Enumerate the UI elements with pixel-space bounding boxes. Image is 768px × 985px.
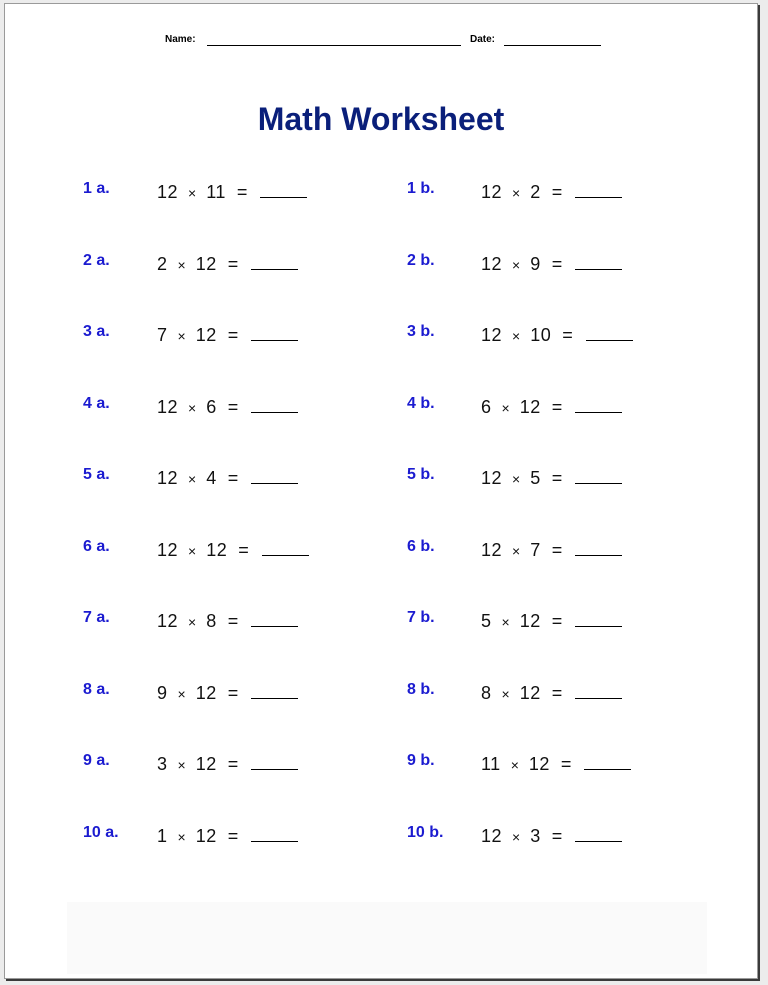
answer-blank[interactable]: [586, 324, 633, 341]
left-operand: 12: [481, 468, 503, 488]
left-operand: 6: [481, 396, 492, 417]
left-operand: 3: [157, 754, 168, 774]
left-operand: 5: [481, 611, 492, 631]
problem-expression: [481, 753, 631, 775]
answer-blank[interactable]: [251, 753, 298, 770]
equals-sign: =: [227, 611, 239, 631]
right-operand: 4: [206, 468, 217, 488]
answer-blank[interactable]: [251, 253, 298, 270]
equals-sign: =: [227, 253, 239, 274]
answer-blank[interactable]: [262, 539, 309, 556]
answer-blank[interactable]: [575, 181, 622, 198]
equals-sign: =: [551, 825, 563, 846]
right-operand: 5: [530, 468, 541, 488]
times-sign: ×: [512, 828, 521, 845]
problem-label: 4 a.: [83, 394, 110, 412]
left-operand: 8: [481, 682, 492, 703]
equals-sign: =: [551, 182, 563, 202]
equals-sign: =: [227, 325, 239, 345]
left-operand: 12: [157, 468, 179, 488]
times-sign: ×: [512, 471, 521, 487]
left-operand: 7: [157, 325, 168, 345]
problem-label: 8 b.: [407, 680, 435, 698]
equals-sign: =: [227, 468, 239, 488]
right-operand: 12: [195, 682, 217, 703]
problem-label: 7 b.: [407, 609, 435, 626]
problem-label: 6 b.: [407, 537, 435, 555]
problem-expression: [157, 682, 298, 704]
left-operand: 12: [481, 325, 503, 345]
problem-expression: [157, 610, 298, 632]
answer-blank[interactable]: [575, 610, 622, 627]
answer-blank[interactable]: [575, 539, 622, 556]
right-operand: 12: [528, 754, 550, 774]
times-sign: ×: [188, 185, 197, 201]
right-operand: 12: [195, 253, 217, 274]
problem-expression: [157, 753, 298, 775]
answer-blank[interactable]: [575, 467, 622, 484]
problem-label: 9 a.: [83, 752, 110, 769]
answer-blank[interactable]: [575, 253, 622, 270]
left-operand: 12: [481, 182, 503, 202]
right-operand: 9: [530, 253, 541, 274]
right-operand: 11: [206, 182, 226, 202]
times-sign: ×: [177, 256, 186, 273]
times-sign: ×: [188, 399, 197, 416]
times-sign: ×: [501, 399, 510, 416]
left-operand: 12: [481, 539, 503, 560]
problem-label: 10 a.: [83, 823, 119, 841]
times-sign: ×: [510, 757, 519, 773]
problem-label: 5 a.: [83, 466, 110, 483]
answer-blank[interactable]: [251, 610, 298, 627]
right-operand: 7: [530, 539, 541, 560]
right-operand: 12: [195, 325, 217, 345]
answer-blank[interactable]: [251, 324, 298, 341]
problem-expression: [481, 324, 633, 346]
problem-label: 2 a.: [83, 251, 110, 269]
equals-sign: =: [551, 396, 563, 417]
left-operand: 12: [157, 396, 179, 417]
right-operand: 6: [206, 396, 217, 417]
right-operand: 3: [530, 825, 541, 846]
equals-sign: =: [551, 611, 563, 631]
times-sign: ×: [188, 542, 197, 559]
problem-label: 1 a.: [83, 180, 110, 197]
equals-sign: =: [227, 825, 239, 846]
answer-blank[interactable]: [575, 682, 622, 699]
footer-area: [67, 902, 707, 974]
equals-sign: =: [238, 539, 249, 560]
problem-expression: [157, 396, 298, 418]
date-label: Date:: [470, 34, 496, 45]
equals-sign: =: [227, 396, 239, 417]
answer-blank[interactable]: [260, 181, 307, 198]
left-operand: 1: [157, 825, 168, 846]
answer-blank[interactable]: [251, 682, 298, 699]
left-operand: 12: [481, 825, 503, 846]
right-operand: 12: [519, 611, 541, 631]
left-operand: 11: [481, 754, 501, 774]
times-sign: ×: [188, 471, 197, 487]
times-sign: ×: [188, 614, 197, 630]
problem-expression: [157, 467, 298, 489]
left-operand: 9: [157, 682, 168, 703]
problem-expression: [481, 467, 622, 489]
times-sign: ×: [512, 328, 521, 344]
problem-label: 3 a.: [83, 323, 110, 340]
answer-blank[interactable]: [584, 753, 631, 770]
times-sign: ×: [512, 542, 521, 559]
equals-sign: =: [560, 754, 572, 774]
right-operand: 12: [195, 754, 217, 774]
problem-label: 10 b.: [407, 823, 444, 841]
right-operand: 2: [530, 182, 541, 202]
equals-sign: =: [227, 754, 239, 774]
answer-blank[interactable]: [575, 396, 622, 413]
right-operand: 8: [206, 611, 217, 631]
problem-label: 9 b.: [407, 752, 435, 769]
times-sign: ×: [177, 828, 186, 845]
times-sign: ×: [177, 328, 186, 344]
problem-label: 6 a.: [83, 537, 110, 555]
left-operand: 2: [157, 253, 168, 274]
equals-sign: =: [227, 682, 239, 703]
left-operand: 12: [481, 253, 503, 274]
times-sign: ×: [177, 757, 186, 773]
problem-expression: [157, 181, 307, 203]
times-sign: ×: [501, 685, 510, 702]
equals-sign: =: [551, 682, 563, 703]
right-operand: 12: [519, 682, 541, 703]
problem-expression: [481, 682, 622, 704]
problem-label: 7 a.: [83, 609, 110, 626]
right-operand: 12: [206, 539, 228, 560]
times-sign: ×: [512, 185, 521, 201]
problem-label: 1 b.: [407, 180, 435, 197]
right-operand: 12: [519, 396, 541, 417]
date-line: [504, 45, 601, 46]
equals-sign: =: [551, 468, 563, 488]
equals-sign: =: [551, 253, 563, 274]
answer-blank[interactable]: [575, 825, 622, 842]
right-operand: 12: [195, 825, 217, 846]
equals-sign: =: [236, 182, 248, 202]
problem-expression: [157, 539, 309, 561]
name-label: Name:: [165, 34, 196, 45]
problem-label: 3 b.: [407, 323, 435, 340]
times-sign: ×: [177, 685, 186, 702]
problem-label: 8 a.: [83, 680, 110, 698]
problem-label: 2 b.: [407, 251, 435, 269]
worksheet-page: [4, 3, 758, 979]
times-sign: ×: [512, 256, 521, 273]
problem-label: 5 b.: [407, 466, 435, 483]
equals-sign: =: [551, 539, 563, 560]
problem-expression: [157, 253, 298, 275]
problem-expression: [157, 825, 298, 847]
problem-expression: [481, 181, 622, 203]
answer-blank[interactable]: [251, 467, 298, 484]
problem-label: 4 b.: [407, 394, 435, 412]
problem-expression: [481, 253, 622, 275]
answer-blank[interactable]: [251, 825, 298, 842]
left-operand: 12: [157, 611, 179, 631]
answer-blank[interactable]: [251, 396, 298, 413]
left-operand: 12: [157, 182, 179, 202]
problem-expression: [481, 610, 622, 632]
left-operand: 12: [157, 539, 179, 560]
page-title: Math Worksheet: [257, 101, 505, 137]
times-sign: ×: [501, 614, 510, 630]
problem-expression: [481, 825, 622, 847]
equals-sign: =: [562, 325, 573, 345]
problem-expression: [157, 324, 298, 346]
right-operand: 10: [530, 325, 552, 345]
problem-expression: [481, 396, 622, 418]
problem-expression: [481, 539, 622, 561]
name-line: [207, 45, 461, 46]
